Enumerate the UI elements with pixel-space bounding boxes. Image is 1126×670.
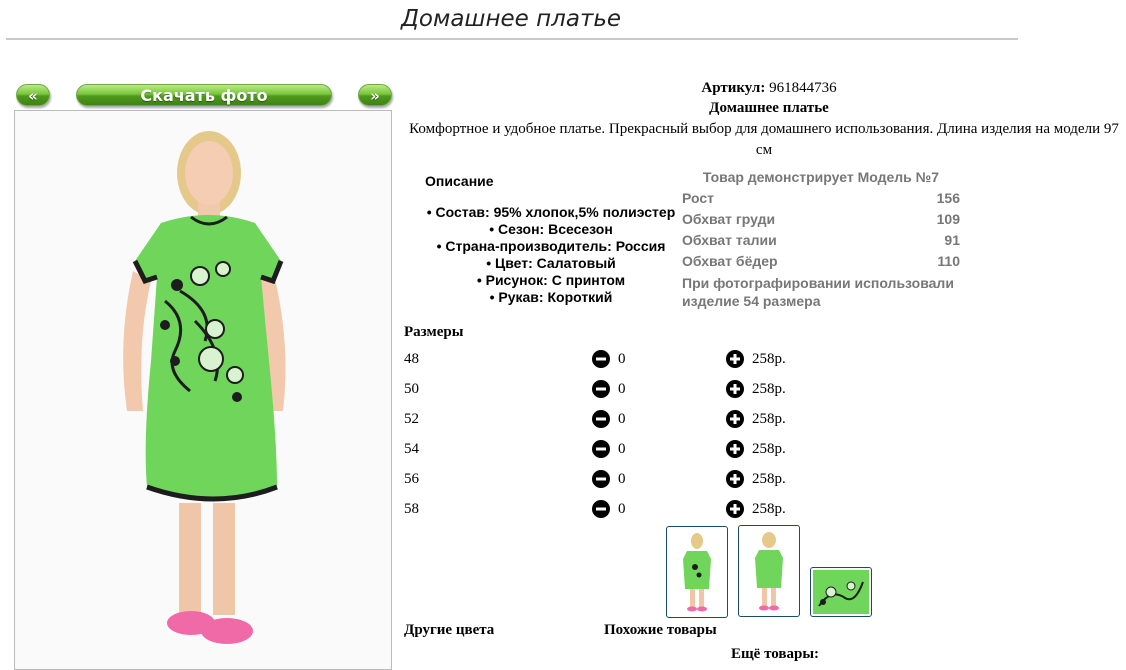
attribute-item: • Рисунок: С принтом bbox=[416, 272, 686, 289]
quantity-value: 0 bbox=[618, 501, 626, 517]
price-value: 258р. bbox=[752, 351, 786, 367]
model-row-value: 91 bbox=[944, 232, 960, 248]
page-title: Домашнее платье bbox=[400, 6, 622, 32]
minus-icon[interactable] bbox=[592, 410, 610, 428]
model-row bbox=[682, 211, 960, 227]
quantity-value: 0 bbox=[618, 381, 626, 397]
quantity-value: 0 bbox=[618, 351, 626, 367]
plus-icon[interactable] bbox=[726, 350, 744, 368]
price-value: 258р. bbox=[752, 411, 786, 427]
quantity-value: 0 bbox=[618, 471, 626, 487]
prev-photo-button[interactable]: « bbox=[16, 84, 50, 106]
attribute-item: • Страна-производитель: Россия bbox=[416, 238, 686, 255]
size-value: 48 bbox=[404, 351, 419, 367]
size-row bbox=[404, 471, 824, 501]
thumbnail-front[interactable] bbox=[666, 526, 728, 618]
size-value: 50 bbox=[404, 381, 419, 397]
product-name: Домашнее платье bbox=[709, 100, 829, 116]
title-divider bbox=[6, 38, 1018, 40]
model-heading: Товар демонстрирует Модель №7 bbox=[702, 169, 940, 185]
attribute-item: • Цвет: Салатовый bbox=[416, 255, 686, 272]
thumbnail-print-image bbox=[811, 568, 871, 616]
model-note: При фотографировании использовали изделие 54 размера bbox=[682, 275, 954, 309]
size-row bbox=[404, 381, 824, 411]
model-row-label: Обхват бёдер bbox=[682, 253, 778, 269]
sku-value: 961844736 bbox=[769, 80, 837, 96]
more-products-heading: Ещё товары: bbox=[731, 646, 820, 662]
thumbnail-front-image bbox=[667, 527, 727, 617]
sku-label: Артикул: bbox=[701, 80, 766, 96]
minus-icon[interactable] bbox=[592, 350, 610, 368]
thumbnail-back[interactable] bbox=[738, 525, 800, 617]
model-row-label: Обхват груди bbox=[682, 211, 776, 227]
price-value: 258р. bbox=[752, 381, 786, 397]
model-row bbox=[682, 253, 960, 269]
quantity-value: 0 bbox=[618, 411, 626, 427]
next-photo-button[interactable]: » bbox=[358, 84, 392, 106]
thumbnail-print-detail[interactable] bbox=[810, 567, 872, 617]
model-row-label: Обхват талии bbox=[682, 232, 777, 248]
minus-icon[interactable] bbox=[592, 440, 610, 458]
size-value: 54 bbox=[404, 441, 419, 457]
attribute-item: • Сезон: Всесезон bbox=[416, 221, 686, 238]
size-value: 58 bbox=[404, 501, 419, 517]
main-product-photo[interactable] bbox=[14, 110, 392, 670]
download-photo-button[interactable]: Скачать фото bbox=[76, 84, 332, 106]
model-in-dress-image bbox=[15, 111, 392, 670]
model-row-value: 109 bbox=[936, 211, 960, 227]
plus-icon[interactable] bbox=[726, 410, 744, 428]
attributes-heading: Описание bbox=[425, 173, 494, 189]
size-value: 52 bbox=[404, 411, 419, 427]
attributes-list bbox=[416, 204, 686, 306]
model-row bbox=[682, 190, 960, 206]
price-value: 258р. bbox=[752, 471, 786, 487]
minus-icon[interactable] bbox=[592, 380, 610, 398]
model-row-value: 156 bbox=[936, 190, 960, 206]
sizes-heading: Размеры bbox=[404, 324, 464, 340]
size-row bbox=[404, 351, 824, 381]
product-description: Комфортное и удобное платье. Прекрасный выбор для домашнего использования. Длина изделия на модели 97 см bbox=[409, 121, 1119, 158]
quantity-value: 0 bbox=[618, 441, 626, 457]
minus-icon[interactable] bbox=[592, 500, 610, 518]
plus-icon[interactable] bbox=[726, 500, 744, 518]
model-row bbox=[682, 232, 960, 248]
price-value: 258р. bbox=[752, 441, 786, 457]
plus-icon[interactable] bbox=[726, 380, 744, 398]
size-row bbox=[404, 441, 824, 471]
size-value: 56 bbox=[404, 471, 419, 487]
other-colors-heading: Другие цвета bbox=[404, 622, 495, 638]
thumbnail-back-image bbox=[739, 526, 799, 616]
plus-icon[interactable] bbox=[726, 470, 744, 488]
attribute-item: • Рукав: Короткий bbox=[416, 289, 686, 306]
similar-products-heading: Похожие товары bbox=[604, 622, 717, 638]
price-value: 258р. bbox=[752, 501, 786, 517]
model-row-value: 110 bbox=[937, 253, 960, 269]
attribute-item: • Состав: 95% хлопок,5% полиэстер bbox=[416, 204, 686, 221]
plus-icon[interactable] bbox=[726, 440, 744, 458]
size-row bbox=[404, 411, 824, 441]
model-row-label: Рост bbox=[682, 190, 714, 206]
minus-icon[interactable] bbox=[592, 470, 610, 488]
sku-line bbox=[404, 80, 1126, 97]
